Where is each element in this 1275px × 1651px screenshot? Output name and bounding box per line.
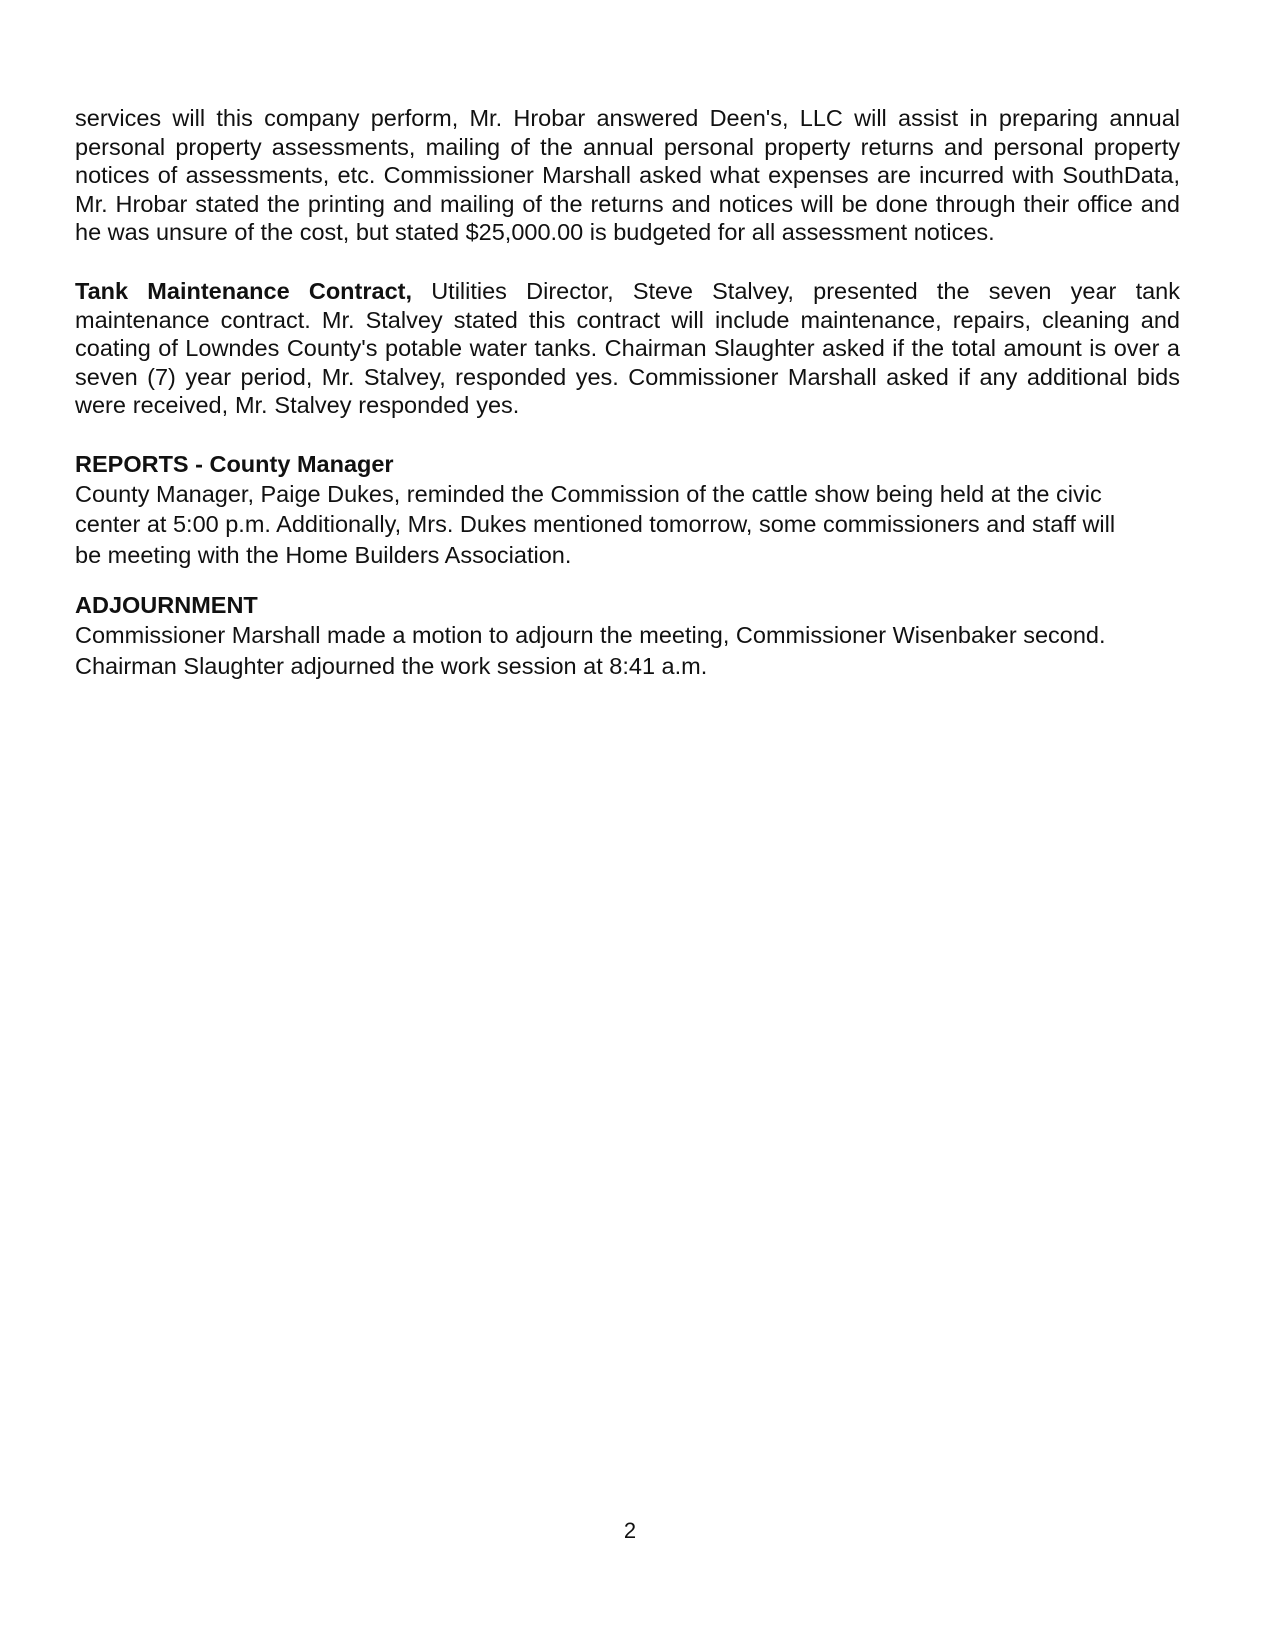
reports-line: be meeting with the Home Builders Association. <box>75 541 572 568</box>
tank-maintenance-heading: Tank Maintenance Contract, <box>75 277 412 304</box>
page-number: 2 <box>623 1518 637 1543</box>
adjournment-heading: ADJOURNMENT <box>75 592 258 619</box>
paragraph-assessment-services: services will this company perform, Mr. Hrobar answered Deen's, LLC will assist in preparing annual personal property assessments, mailing of the annual personal property returns and personal property notices of assessments, etc. Commissioner Marshall asked what expenses are incurred with SouthData, Mr. Hrobar stated the printing and mailing of the returns and notices will be done through their office and he was unsure of the cost, but stated $25,000.00 is budgeted for all assessment notices. <box>75 105 1180 246</box>
tank-maintenance-body: Utilities Director, Steve Stalvey, presented the seven year tank maintenance contract. Mr. Stalvey stated this contract will include maintenance, repairs, cleaning and coating of Lowndes County's potable water tanks. Chairman Slaughter asked if the total amount is over a seven (7) year period, Mr. Stalvey, responded yes. Commissioner Marshall asked if any additional bids were received, Mr. Stalvey responded yes. <box>75 277 1180 419</box>
paragraph-tank-maintenance <box>75 277 1180 420</box>
section-reports <box>75 449 1180 571</box>
reports-line: County Manager, Paige Dukes, reminded the Commission of the cattle show being held at the civic <box>75 480 1102 507</box>
document-page <box>75 104 1180 681</box>
adjournment-line: Chairman Slaughter adjourned the work session at 8:41 a.m. <box>75 652 708 679</box>
adjournment-body <box>75 620 1180 681</box>
reports-heading: REPORTS - County Manager <box>75 450 394 477</box>
section-adjournment <box>75 590 1180 681</box>
adjournment-line: Commissioner Marshall made a motion to adjourn the meeting, Commissioner Wisenbaker second. <box>75 622 1106 649</box>
reports-body <box>75 479 1180 571</box>
reports-line: center at 5:00 p.m. Additionally, Mrs. Dukes mentioned tomorrow, some commissioners and staff will <box>75 511 1116 538</box>
